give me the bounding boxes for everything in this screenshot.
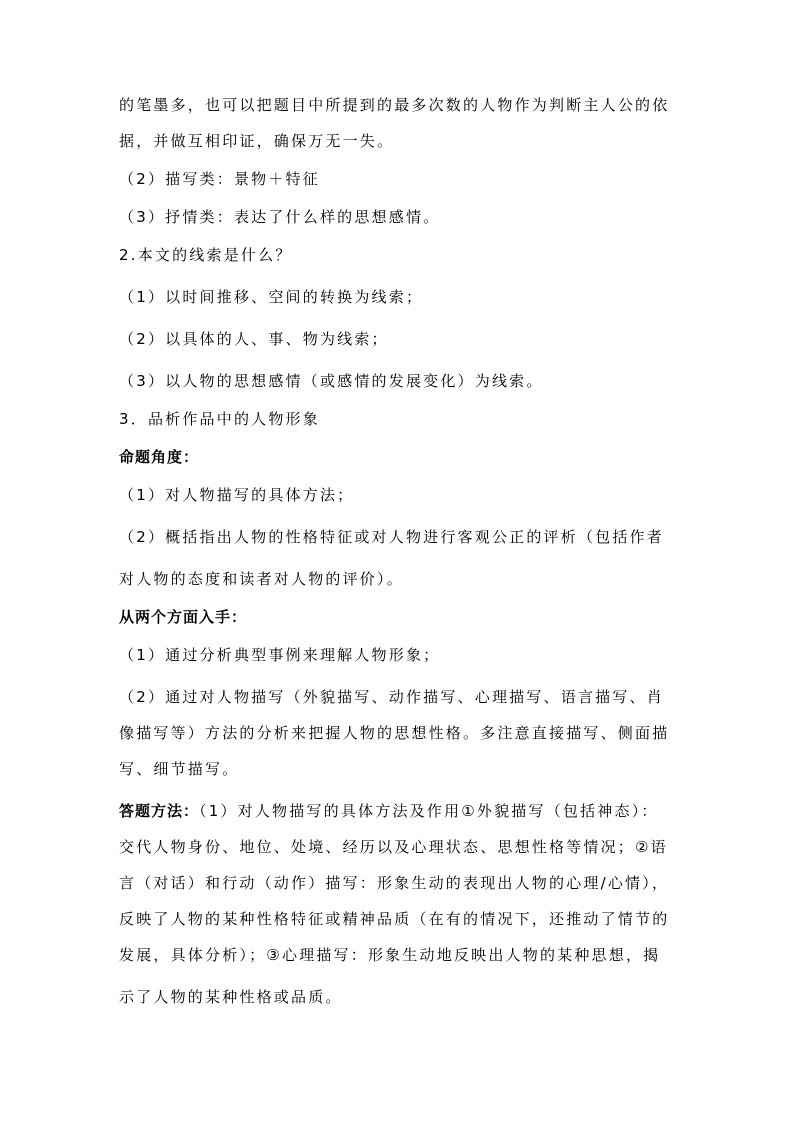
answer-line-1-text: （1）对人物描写的具体方法及作用①外貌描写（包括神态）： [199, 802, 659, 820]
angle-2-line-1: （2）概括指出人物的性格特征或对人物进行客观公正的评析（包括作者 [119, 528, 664, 546]
para-1-line-2: 据，并做互相印证，确保万无一失。 [119, 132, 395, 150]
aspect-2-line-2: 像描写等）方法的分析来把握人物的思想性格。多注意直接描写、侧面描 [119, 724, 670, 742]
desc-type-line: （2）描写类：景物＋特征 [119, 170, 320, 188]
angle-1-line: （1）对人物描写的具体方法； [119, 486, 355, 504]
angle-heading: 命题角度： [119, 448, 200, 466]
angle-2-line-2: 对人物的态度和读者对人物的评价）。 [119, 570, 404, 588]
clue-1-line: （1）以时间推移、空间的转换为线索； [119, 288, 424, 306]
answer-method-label: 答题方法： [119, 802, 200, 820]
document-page [119, 96, 679, 1006]
aspect-2-line-1: （2）通过对人物描写（外貌描写、动作描写、心理描写、语言描写、肖 [119, 688, 664, 706]
clue-2-line: （2）以具体的人、事、物为线索； [119, 330, 389, 348]
aspect-1-line: （1）通过分析典型事例来理解人物形象； [119, 646, 441, 664]
answer-line-5: 发展，具体分析）；③心理描写：形象生动地反映出人物的某种思想，揭 [119, 946, 661, 964]
para-1-line-1: 的笔墨多，也可以把题目中所提到的最多次数的人物作为判断主人公的依 [119, 96, 670, 114]
answer-line-6: 示了人物的某种性格或品质。 [119, 988, 343, 1006]
answer-line-4: 反映了人物的某种性格特征或精神品质（在有的情况下，还推动了情节的 [119, 910, 670, 928]
aspect-2-line-3: 写、细节描写。 [119, 760, 240, 778]
question-2-heading: 2.本文的线索是什么？ [119, 246, 293, 264]
lyric-type-line: （3）抒情类：表达了什么样的思想感情。 [119, 208, 441, 226]
answer-line-2: 交代人物身份、地位、处境、经历以及心理状态、思想性格等情况；②语 [119, 838, 668, 856]
question-3-heading: 3．品析作品中的人物形象 [119, 410, 320, 428]
two-aspects-heading: 从两个方面入手： [119, 608, 248, 626]
clue-3-line: （3）以人物的思想感情（或感情的发展变化）为线索。 [119, 372, 544, 390]
answer-line-1 [119, 802, 679, 820]
answer-line-3: 言（对话）和行动（动作）描写：形象生动的表现出人物的心理/心情）， [119, 874, 670, 892]
